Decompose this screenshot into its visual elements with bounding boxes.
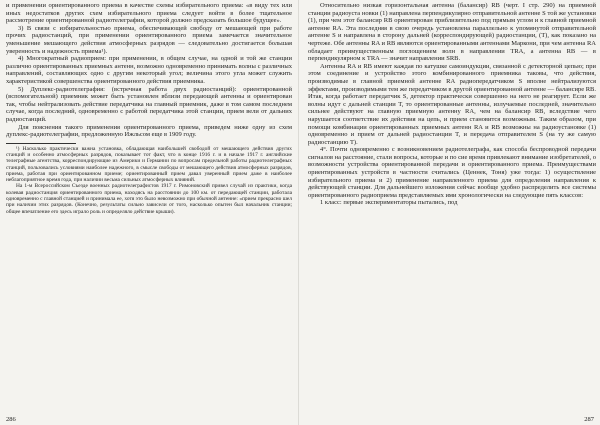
left-paragraph-1: и применении ориентированного приема в качестве схемы избирательного приема: «в виду тех или иных недостатков других схем избирательного приема следует войти в более тщательное рассмотрение ориентированной радиотелеграфии, которой должно предсказать большое будущее».	[6, 2, 292, 25]
page-number-left: 286	[6, 416, 16, 423]
footnotes	[6, 146, 292, 215]
left-paragraph-5: Для пояснения такого применения ориентированного приема, приведем ниже одну из схем дуплекс-радиотелеграфии, предложенную Ижльсом еще в 1909 году.	[6, 123, 292, 139]
right-paragraph-2: Антенны RA и RB имеют каждая по катушке самоиндукции, связанной с детекторной цепью; при этом соединение и устройство этого комбинированного приемника таковы, что действия, производимые в главной приемной антенне RA радиопередатчиком S вполне нейтрализуются эффектами, производимыми тем же передатчиком в другой ориентированной антенне — балансире RB. Итак, когда работает передатчик S, детектор практически совершенно на него не реагирует. Если же волны идут с дальней станции T, то ориентированные антенны, излучаемые последней, значительно сильнее действуют на главную приемную антенну RA, чем на балансир RB, вследствие чего нарушается соответствие их действия на цепь, и прием становится возможным. Таким образом, при помощи комбинации ориентированных приемных антенн RA и RB возможны на радиоустановке (1) одновременно и прием от дальней радиостанции T, и передача отправителем S (на ту же самую радиостанцию T).	[308, 62, 597, 146]
right-paragraph-1: Относительно низкая горизонтальная антенна (балансир) RB (черт. I стр. 290) на приемной станции радиоуста новки (1) направлена перпендикулярно отправительной антенне S той же установки (1), при чем этот балансир RB ориентирован приблизительно под прямым углом и к главной приемной антенне RA. Эта последняя в свою очередь установлена параллельно к упомянутой отправительной антенне S и направлена в сторону дальней (корреспондирующей) радиостанции, (T), как показано на чертеже. Обе антенны RA и RB являются ориентированными антеннами Маркони, при чем антенна RA обладает преимущественным поглощением волн в направлении TRA, а антенна RB — в перпендикулярном к TRA — значит направлении SRB.	[308, 2, 596, 63]
right-paragraph-3: 4°. Почти одновременно с возникновением радиотелеграфа, как способа беспроводной передачи сигналов на расстояние, стали вопросы, которые и по сие время привлекают внимание изобретателей, о возможности устройства ориентированной передачи и ориентированного приема. Преимуществами ориентированных устройств в частности считались (Ценнек, Тоня) уже тогда: 1) осуществление избирательного приема и 2) применение направленного приема для определения направления к действующей станции. Для дальнейшего изложения сейчас вообще удобно распределить все системы ориентированного радиоприема представляемых ими хронологически на следующие пять классов:	[308, 146, 597, 199]
page-number-right: 287	[584, 416, 594, 423]
right-page	[306, 2, 596, 423]
footnote-2: На 1-м Всероссийском Съезде военных радиотелеграфистов 1917 г. Римоновский привел случай из практики, когда колевая радиостанция ориентированного приема, находясь на расстоянии до 100 км. от передающей станции, работала одновременно с главной станцией и принимала ее, хотя это было невозможно при обычной антенне: «прием прекрасно шел при наличии этих разрядов. (Конечно, результаты сильно зависели от того, насколько опытен был начальник станции; общее впечатление его здесь играло роль и определяло действие крыши).	[6, 183, 292, 215]
left-paragraph-2: 3) В связи с избирательностью приема, обеспечивающей свободу от мешающей при работе прочих радиостанций, при применении ориентированного приема замечается значительное уменьшение мешающего действия атмосферных разрядов — следовательно достигается большая уверенность и надежность приема¹).	[6, 24, 292, 55]
left-paragraph-4: 5) Дуплекс-радиотелеграфия: (встречная работа двух радиостанций): ориентированной (вспомогательной) приемник может быть установлен вблизи передающей антенны и ориентирован так, чтобы нейтрализовать действие передатчика на главный приемник, даже в том самом последнем случае, когда последний, одновременно с работой передатчика этой станции, прием вели от дальних радиостанций.	[6, 85, 292, 123]
left-page	[6, 2, 296, 423]
page-gutter	[298, 0, 299, 425]
right-paragraph-4: 1 класс: первые экспериментаторы пытались, под	[320, 199, 458, 207]
footnote-rule	[6, 143, 76, 144]
footnote-1: ¹) Насколько практически важна установка, обладающая наибольшей свободой от мешающего действия других станций и особенно атмосферных разрядов, показывает тот факт, что в конце 1916 г. и в начале 1917 г. английские телеграфные агентства, корреспондирующие из Америки и Германии по вопросам предельной работы радиотелеграфных станций, пользовались условиями наиболее надежного, в смысле свободы от мешающего действия атмосферных разрядов, приема, работая при ориентированном приеме; ориентированный прием давал уверенный прием даже в наиболее неблагоприятное время года, при наличии весьма сильных атмосферных влияний.	[6, 145, 292, 184]
left-paragraph-3: 4) Многократный радиоприем: при применении, в общем случае, на одной и той же станции различно ориентированных приемных антенн, возможно одновременно принимать волны с различных направлений, составляющих одно с другим некоторый угол; величина этого угла может служить характеристикой совершенства ориентированного действия приемника.	[6, 55, 292, 85]
